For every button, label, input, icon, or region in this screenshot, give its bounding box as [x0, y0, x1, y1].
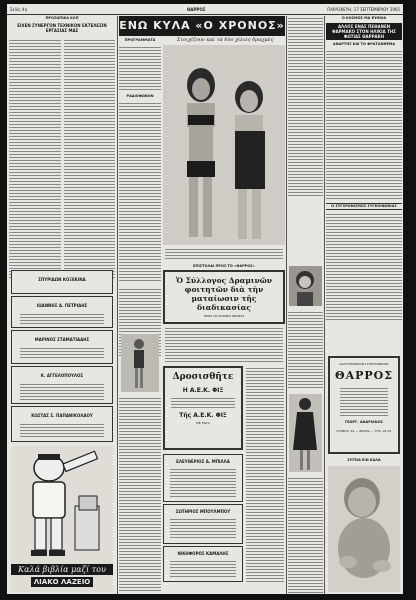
ad-kicker: ΚΑΛΛΙΤΕΧΝΙΚΟΝ ΤΥΠΟΓΡΑΦΕΙΟΝ [339, 362, 389, 366]
baby-image [328, 466, 400, 592]
swimsuit-photo [163, 45, 285, 245]
boy-with-telescope-illustration [11, 446, 113, 566]
woman-portrait-image [289, 266, 322, 306]
ad-title: ΕΛΕΥΘΕΡΙΟΣ Α. ΜΠΙΛΛΑ [176, 459, 230, 464]
portrait-photo [289, 266, 322, 306]
refreshment-ad [163, 366, 243, 450]
ad-address: ΚΥΝΕΙΟΥ 22 — ΔΡΑΜΑ — ΤΗΛ. 26-91 [336, 429, 392, 433]
student-association-notice [163, 270, 285, 324]
ad-title: ΜΑΡΙΝΟΣ ΣΤΑΜΑΤΙΑΔΗΣ [34, 337, 90, 342]
column-listings [119, 16, 161, 594]
ad-title: ΝΙΚΗΦΟΡΟΣ ΚΑΜΑΛΗΣ [177, 551, 229, 556]
column-rule [286, 16, 287, 594]
column-left [9, 16, 115, 594]
ad-title: ΣΠΥΡΙΔΩΝ ΚΟΞΕΚΙΝΑ [38, 277, 86, 282]
figure-silhouette [121, 334, 159, 392]
ad-brand: Η Α.Ε.Κ. ΦΙΞ [182, 387, 224, 394]
baby-photo [328, 466, 400, 592]
article-headline: ΑΛΛΟΣ ΕΝΑΣ ΠΕΘΑΝΕΝ ΦΑΡΜΑΚΟ ΣΤΟΝ ΗΛΙΚΙΑ ΤΗΣ ΦΩΤΙΑΣ ΘΑΡΡΑΚΗ [326, 23, 402, 40]
column-right [326, 16, 402, 594]
notice-sub: ΠΡΟΣ ΤΟ ΧΙΟΝΙΚΗ ΔΡΑΜΑΣ [203, 314, 245, 318]
ad-title: ΣΩΤΗΡΙΟΣ ΜΠΟΥΛΜΠΟΥ [175, 509, 231, 514]
woman-dress-image [289, 394, 322, 472]
page-header [7, 4, 403, 15]
column-rule [324, 16, 325, 594]
notice-title: Ὁ Σύλλογος Δραμινῶν φοιτητῶν διὰ τὴν ματαίωσιν τῆς διαδικασίας [175, 276, 273, 312]
section-heading: Ο ΣΥΓΧΡΟΝΙΣΜΟΣ ΣΥΓΚΟΙΝΩΝΙΑΣ [326, 203, 402, 210]
article-body [9, 38, 61, 278]
ad-title: Δροσισθῆτε [172, 372, 234, 382]
article-subheadline: ΑΝΑΡΤΗΣ ΚΑΙ ΤΟ ΦΡΑΤΑΝΘΕΜΑ [332, 42, 396, 46]
ad-box [11, 366, 113, 404]
ad-box [163, 504, 243, 544]
ad-brand: ΛΙΑΚΟ ΛΑΖΕΙΟ [31, 577, 93, 587]
print-shop-ad [328, 356, 400, 454]
ad-box [163, 454, 243, 502]
photo-headline: Στοιχίζουν καὶ τὰ δύο χίλιες δραχμές [176, 37, 274, 43]
two-women-swimsuits-image [163, 45, 285, 245]
listings-heading: ΠΡΟΓΡΑΜΜΑΤΑ [124, 38, 156, 42]
swimsuit-small-photo [121, 334, 159, 392]
ad-slogan: Καλά βιβλία μαζί του [11, 564, 113, 575]
radio-heading: ΡΑΔΙΟΦΩΝΟΝ [126, 94, 154, 98]
article-body [64, 38, 115, 278]
feature-banner: ΕΝΩ ΚΥΛΑ «Ο ΧΡΟΝΟΣ» [119, 16, 285, 36]
page-number: Σελὶς 4η [10, 7, 28, 12]
letters-kicker: ΕΠΙΣΤΟΛΑΙ ΠΡΟΣ ΤΟ «ΘΑΡΡΟΣ» [193, 264, 255, 268]
column-narrow [288, 16, 323, 594]
ad-brand-secondary: Τῆς Α.Ε.Κ. ΦΙΞ [179, 412, 227, 419]
ad-tag: ΜΕ ΠΑΓΑ [196, 421, 210, 425]
ad-title: ΚΩΣΤΑΣ Σ. ΠΑΠΑΝΙΚΟΛΑΟΥ [31, 413, 93, 418]
photo-caption-text [165, 247, 283, 261]
ad-brand: ΘΑΡΡΟΣ [334, 369, 394, 382]
column-rule [117, 16, 118, 594]
dress-photo [289, 394, 322, 472]
ad-owner: ΓΕΩΡΓ. ΑΝΔΡΙΑΝΟΣ [344, 420, 384, 424]
ad-box [11, 270, 113, 294]
newspaper-page [7, 4, 403, 594]
section-kicker: ΠΡΟΣΩΠΙΚΑ ΚΛΠ [45, 16, 79, 20]
issue-date: ΠΑΡΑΣΚΕΥΗ, 17 ΣΕΠΤΕΜΒΡΙΟΥ 1965 [327, 7, 400, 12]
ad-box [11, 330, 113, 364]
article-headline: ΕΙΧΕΝ ΣΥΝΕΡΓΟΝ ΤΕΧΝΙΚΟΝ ΕΚΤΕΛΕΣΙΝ ΕΡΓΑΣΙΑΣ ΜΑΣ [17, 23, 107, 33]
baby-photo-title: ΣΥΓΕΙΑ ΕΙΝ ΚΑΛΑ [347, 458, 381, 462]
section-kicker: Ο ΚΟΣΜΟΣ ΜΑ ΕΥΗΧΙΑ [341, 16, 387, 20]
ad-title: ΙΩΑΝΝΗΣ Α. ΠΕΤΡΙΔΗΣ [36, 303, 88, 308]
ad-box [11, 406, 113, 442]
bookstore-ad [11, 446, 113, 592]
ad-box [163, 546, 243, 582]
paper-name: ΘΑΡΡΟΣ [187, 7, 206, 12]
ad-title: Κ. ΑΓΓΕΛΟΠΟΥΛΟΣ [40, 373, 84, 378]
ad-box [11, 296, 113, 328]
